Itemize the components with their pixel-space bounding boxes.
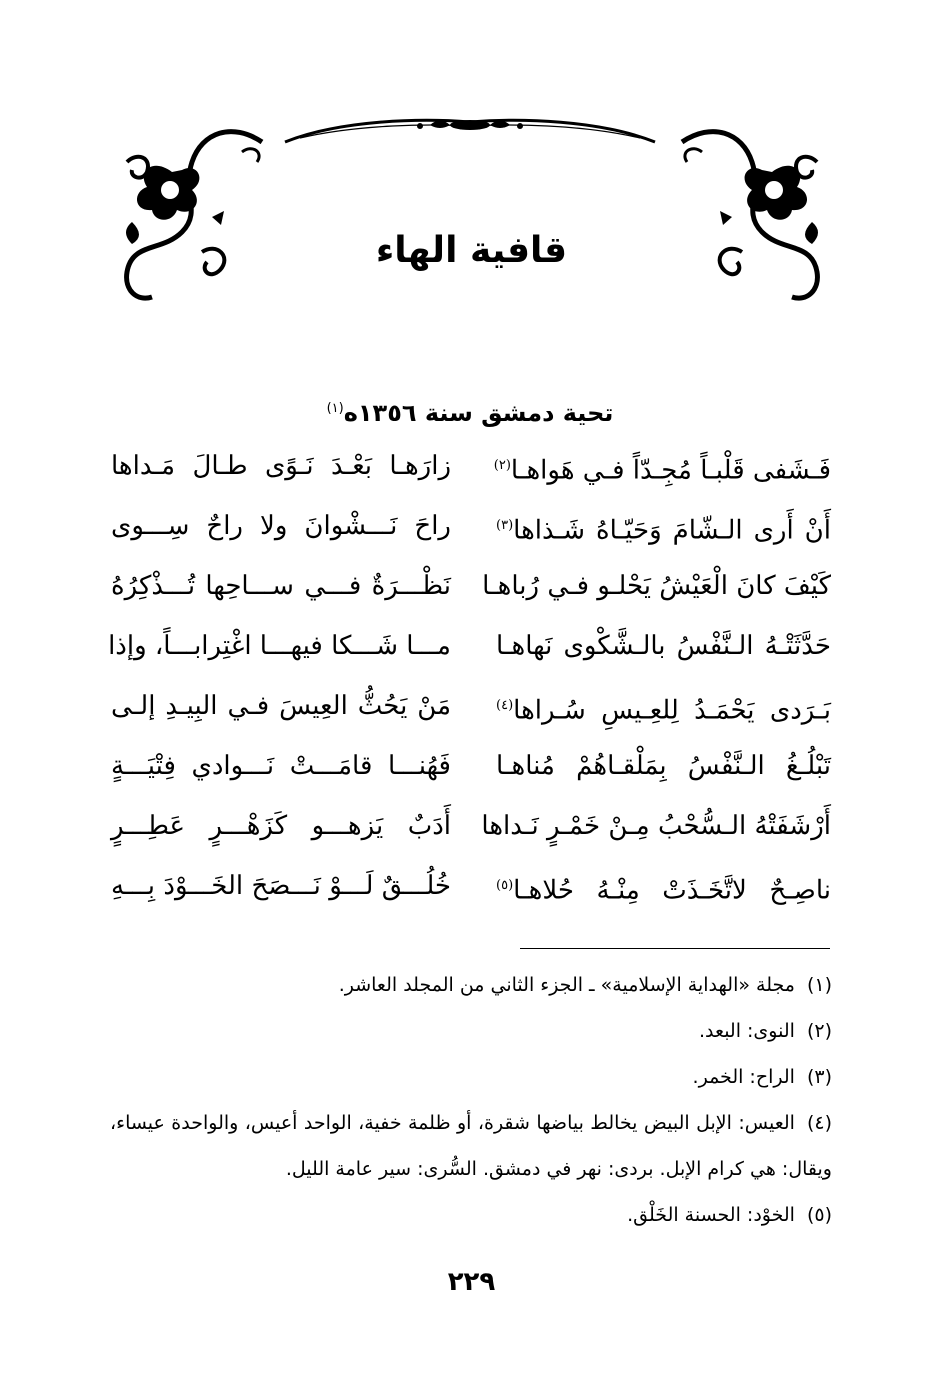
hemistich-text: فَـشَفى قَلْبـاً مُجِـدّاً فـي هَواهـا (510, 455, 831, 486)
verse-first-hemistich: مَنْ يَحُثُّ العِيسَ فـي البِيـدِ إلـى (111, 691, 451, 721)
footnote-ref: (٤) (496, 698, 514, 713)
verse-second-hemistich (482, 558, 831, 614)
hemistich-text: ناصِـحٌ لاتَّخَـذَتْ مِنْـهُ حُلاهـا (513, 875, 831, 906)
footnote-4 (110, 1100, 832, 1192)
footnotes (110, 962, 832, 1238)
poem-title (240, 392, 700, 426)
page-number: ٢٢٩ (447, 1267, 496, 1297)
footnote-ref: (٣) (496, 518, 514, 533)
ornament-left-corner (112, 122, 272, 304)
verse-1 (0, 438, 943, 494)
verse-6 (0, 738, 943, 794)
verse-8 (0, 858, 943, 914)
hemistich-text: أَرْشَفَتْهُ الـسُّحْبُ مِـنْ خَمْـرٍ نَـداها (481, 811, 831, 841)
footnote-number: (٣) (806, 1066, 832, 1088)
footnote-number: (٢) (806, 1020, 832, 1042)
verse-first-hemistich: مـــا شَـــكا فيهـــا اغْتِرابـــاً، وإذا (108, 631, 451, 661)
verse-first-hemistich: نَظْـــرَةٌ فـــي ســـاحِها تُـــذْكِرُهُ (111, 571, 451, 601)
verse-second-hemistich (496, 678, 831, 734)
verse-second-hemistich (496, 858, 831, 914)
verse-2 (0, 498, 943, 554)
verse-second-hemistich (496, 618, 831, 674)
footnote-ref: (٥) (496, 878, 514, 893)
verse-3 (0, 558, 943, 614)
verse-7 (0, 798, 943, 854)
footnote-2 (110, 1008, 832, 1054)
verse-first-hemistich: أَدَبٌ يَزهـــو كَزَهْـــرٍ عَطِـــرٍ (111, 811, 451, 841)
hemistich-text: تَبْلُـغُ الـنَّفْسُ بِمَلْقـاهُمْ مُناهـا (496, 751, 831, 781)
hemistich-text: كَيْفَ كانَ الْعَيْشُ يَحْلـو فـي رُباهـا (482, 571, 831, 601)
verse-first-hemistich: زارَهـا بَعْـدَ نَـوًى طـالَ مَـداها (111, 451, 451, 481)
footnote-text: مجلة «الهداية الإسلامية» ـ الجزء الثاني من المجلد العاشر. (338, 974, 795, 996)
footnote-number: (٤) (806, 1112, 832, 1134)
ornament-right-corner (672, 122, 832, 304)
ornament-top-bar (280, 108, 660, 148)
verse-second-hemistich (496, 738, 831, 794)
poem-title-text: تحية دمشق سنة ١٣٥٦ه (343, 399, 614, 427)
footnote-5 (110, 1192, 832, 1238)
chapter-title: قافية الهاء (375, 230, 568, 271)
footnote-number: (١) (806, 974, 832, 996)
footnote-divider (520, 948, 830, 949)
verse-second-hemistich (493, 438, 831, 494)
hemistich-text: أَنْ أَرى الـشّامَ وَحَيّـاهُ شَـذاها (513, 515, 831, 546)
footnote-ref: (٢) (493, 458, 511, 473)
verse-first-hemistich: راحَ نَـــشْوانَ ولا راحٌ سِـــوى (111, 511, 451, 541)
verse-second-hemistich (481, 798, 831, 854)
verse-second-hemistich (496, 498, 831, 554)
verse-first-hemistich: فَهُنـــا قامَـــتْ نَـــوادي فِتْيَـــةٍ (111, 751, 451, 781)
footnote-text: النوى: البعد. (699, 1020, 795, 1042)
verse-4 (0, 618, 943, 674)
footnote-number: (٥) (806, 1204, 832, 1226)
footnote-text: الخوْد: الحسنة الخَلْق. (627, 1204, 795, 1226)
hemistich-text: حَدَّثَتْـهُ الـنَّفْسُ بالـشَّكْوى نَهاهـا (496, 631, 831, 661)
footnote-1 (110, 962, 832, 1008)
footnote-text: الراح: الخمر. (692, 1066, 795, 1088)
footnote-text: العيس: الإبل البيض يخالط بياضها شقرة، أو ظلمة خفية، الواحد أعيس، والواحدة عيساء، ويقال: هي كرام الإبل. بردى: نهر في دمشق. السُّرى: سير عامة الليل. (110, 1112, 832, 1180)
verse-first-hemistich: خُلُـــقٌ لَـــوْ نَـــصَحَ الخَـــوْدَ بِـــهِ (111, 871, 451, 901)
footnote-3 (110, 1054, 832, 1100)
verse-5 (0, 678, 943, 734)
poem-title-footnote-ref: (١) (326, 401, 344, 416)
hemistich-text: بَـرَدى يَحْمَـدُ لِلعِـيسِ سُـراها (513, 695, 831, 726)
